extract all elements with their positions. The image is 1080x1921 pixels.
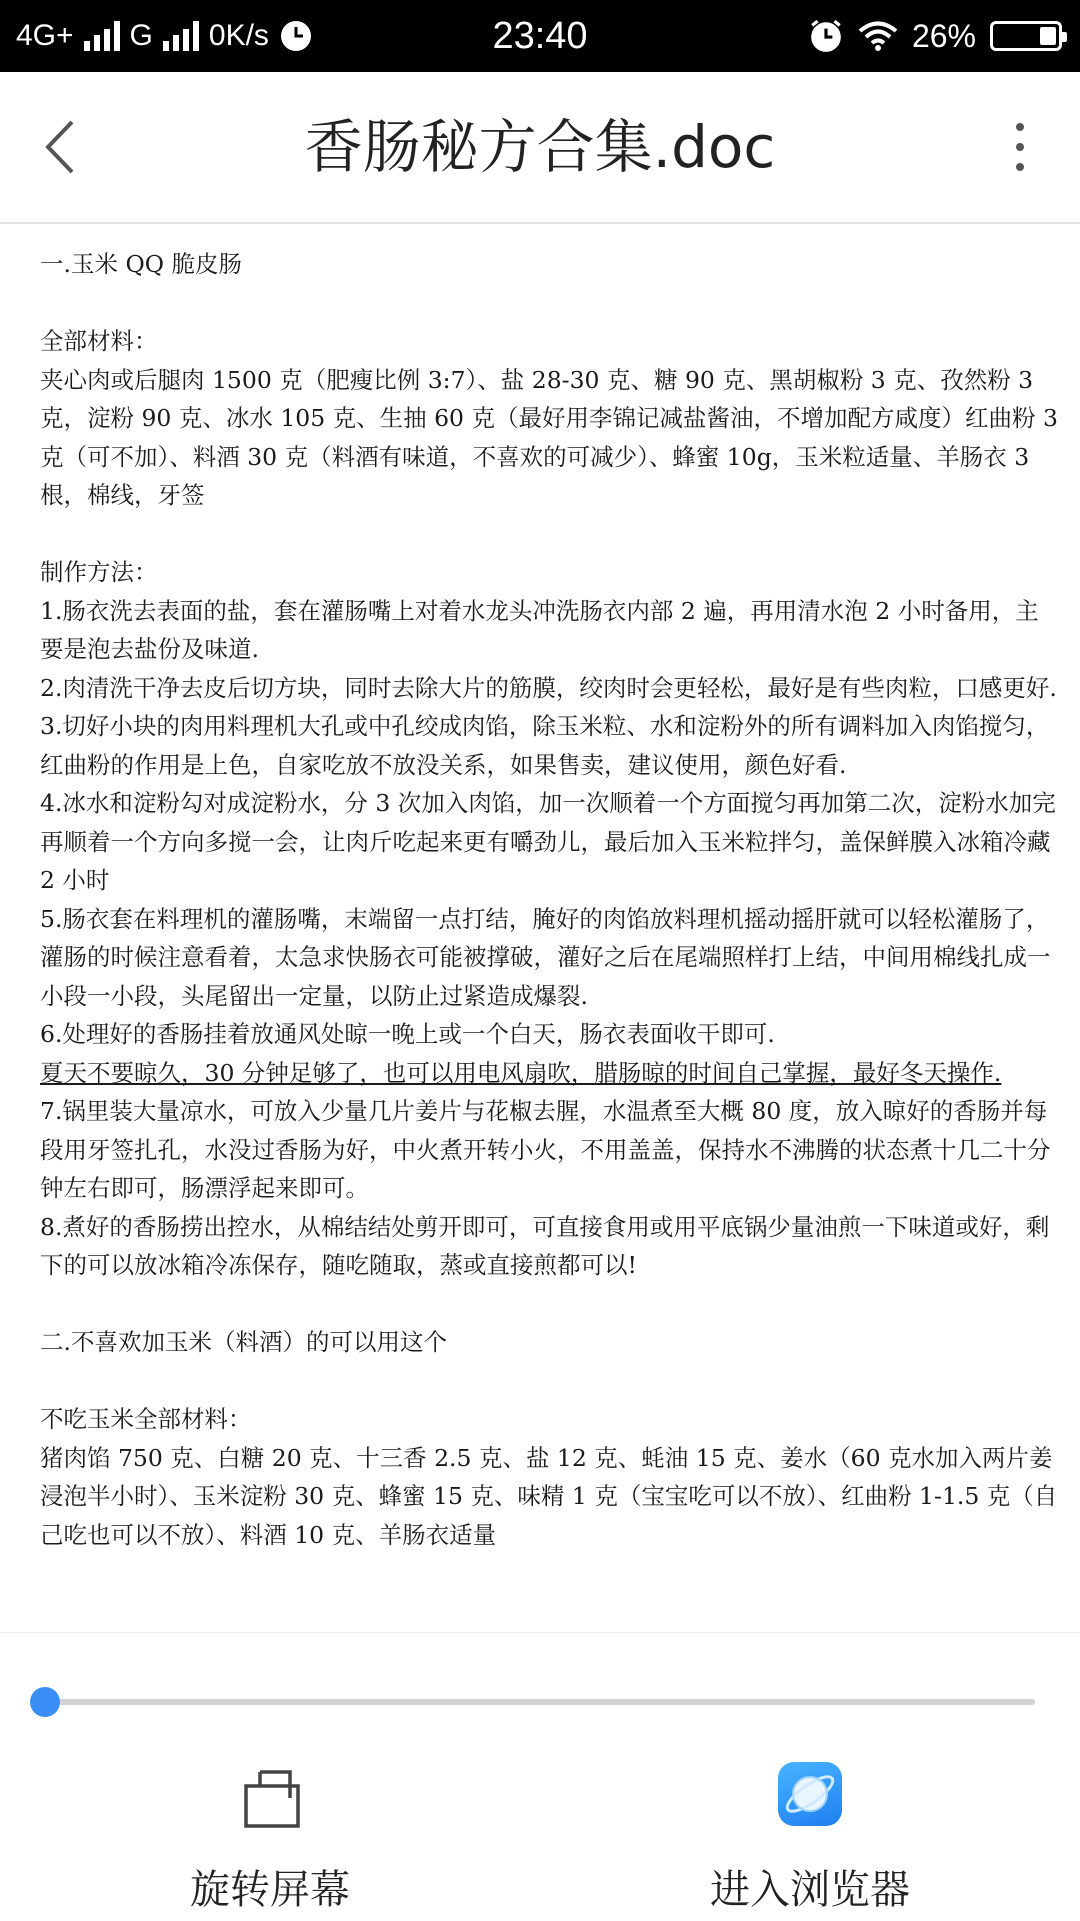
doc-paragraph: 8.煮好的香肠捞出控水，从棉结结处剪开即可，可直接食用或用平底锅少量油煎一下味道或好，剩下的可以放冰箱冷冻保存，随吃随取，蒸或直接煎都可以! xyxy=(40,1212,1050,1279)
blank-line xyxy=(40,1362,1060,1401)
signal-strength-icon-2 xyxy=(163,21,199,51)
document-title: 香肠秘方合集.doc xyxy=(304,113,776,181)
doc-paragraph: 全部材料： xyxy=(40,327,158,355)
network-speed: 0K/s xyxy=(208,19,269,52)
page-slider-track[interactable] xyxy=(45,1699,1035,1705)
page-slider-thumb[interactable] xyxy=(30,1687,60,1717)
doc-paragraph: 制作方法： xyxy=(40,558,158,586)
browser-icon xyxy=(778,1762,842,1826)
doc-paragraph: 猪肉馅 750 克、白糖 20 克、十三香 2.5 克、盐 12 克、蚝油 15 克、姜水（60 克水加入两片姜浸泡半小时）、玉米淀粉 30 克、蜂蜜 15 克、味精 1 克（宝宝吃可以不放）、红曲粉 1-1.5 克（自己吃也可以不放）、料酒 10 克、羊肠衣适量 xyxy=(40,1443,1058,1549)
blank-line xyxy=(40,515,1060,554)
app-header xyxy=(0,72,1080,224)
doc-paragraph: 夏天不要晾久，30 分钟足够了，也可以用电风扇吹，腊肠晾的时间自己掌握，最好冬天操作. xyxy=(40,1058,1002,1087)
network-type-4g: 4G+ xyxy=(16,19,74,52)
status-left xyxy=(16,0,313,72)
network-type-g: G xyxy=(129,19,153,52)
alarm-icon-right xyxy=(808,18,844,54)
bottom-panel xyxy=(0,1632,1080,1921)
globe-icon xyxy=(778,1762,842,1826)
blank-line xyxy=(40,1285,1060,1324)
doc-paragraph: 6.处理好的香肠挂着放通风处晾一晚上或一个白天，肠衣表面收干即可. xyxy=(40,1020,775,1048)
doc-paragraph: 2.肉清洗干净去皮后切方块，同时去除大片的筋膜，绞肉时会更轻松，最好是有些肉粒，口感更好. xyxy=(40,673,1057,702)
doc-paragraph: 夹心肉或后腿肉 1500 克（肥瘦比例 3:7）、盐 28-30 克、糖 90 克、黑胡椒粉 3 克、孜然粉 3 克，淀粉 90 克、冰水 105 克、生抽 60 克（最好用李锦记减盐酱油，不增加配方咸度）红曲粉 3 克（可不加）、料酒 30 克（料酒有味道，不喜欢的可减少）、蜂蜜 10g，玉米粒适量、羊肠衣 3 根，棉线，牙签 xyxy=(40,365,1058,509)
status-time: 23:40 xyxy=(492,15,588,57)
rotate-screen-label: 旋转屏幕 xyxy=(190,1867,350,1913)
rotate-screen-button[interactable] xyxy=(90,1768,450,1918)
signal-strength-icon xyxy=(84,21,120,51)
battery-icon xyxy=(990,21,1062,51)
document-content xyxy=(40,245,1060,1630)
battery-percent: 26% xyxy=(911,17,976,54)
doc-paragraph: 5.肠衣套在料理机的灌肠嘴，末端留一点打结，腌好的肉馅放料理机摇动摇肝就可以轻松灌肠了，灌肠的时候注意看着，太急求快肠衣可能被撑破，灌好之后在尾端照样打上结，中间用棉线扎成一小段一小段，头尾留出一定量，以防止过紧造成爆裂. xyxy=(40,904,1051,1010)
alarm-icon xyxy=(279,19,313,53)
status-bar xyxy=(0,0,1080,72)
status-right xyxy=(808,0,1062,72)
wifi-icon xyxy=(858,20,898,52)
rotate-screen-icon xyxy=(240,1768,304,1830)
doc-paragraph: 不吃玉米全部材料： xyxy=(40,1405,252,1433)
chevron-left-icon[interactable] xyxy=(30,112,100,182)
doc-paragraph: 一.玉米 QQ 脆皮肠 xyxy=(40,250,242,278)
doc-paragraph: 3.切好小块的肉用料理机大孔或中孔绞成肉馅，除玉米粒、水和淀粉外的所有调料加入肉馅搅匀，红曲粉的作用是上色，自家吃放不放没关系，如果售卖，建议使用，颜色好看. xyxy=(40,712,1050,779)
more-vertical-icon[interactable] xyxy=(1000,117,1040,177)
battery-fill xyxy=(1040,27,1056,45)
doc-paragraph: 二.不喜欢加玉米（料酒）的可以用这个 xyxy=(40,1328,447,1356)
open-browser-button[interactable] xyxy=(630,1768,990,1918)
doc-paragraph: 7.锅里装大量凉水，可放入少量几片姜片与花椒去腥，水温煮至大概 80 度，放入晾好的香肠并每段用牙签扎孔，水没过香肠为好，中火煮开转小火，不用盖盖，保持水不沸腾的状态煮十几二十分钟左右即可，肠漂浮起来即可。 xyxy=(40,1097,1051,1202)
open-browser-label: 进入浏览器 xyxy=(710,1867,910,1913)
doc-paragraph: 1.肠衣洗去表面的盐，套在灌肠嘴上对着水龙头冲洗肠衣内部 2 遍，再用清水泡 2 小时备用，主要是泡去盐份及味道. xyxy=(40,596,1039,663)
blank-line xyxy=(40,284,1060,323)
doc-paragraph: 4.冰水和淀粉勾对成淀粉水，分 3 次加入肉馅，加一次顺着一个方面搅匀再加第二次，淀粉水加完再顺着一个方向多搅一会，让肉斤吃起来更有嚼劲儿，最后加入玉米粒拌匀，盖保鲜膜入冰箱冷藏 2 小时 xyxy=(40,789,1056,894)
